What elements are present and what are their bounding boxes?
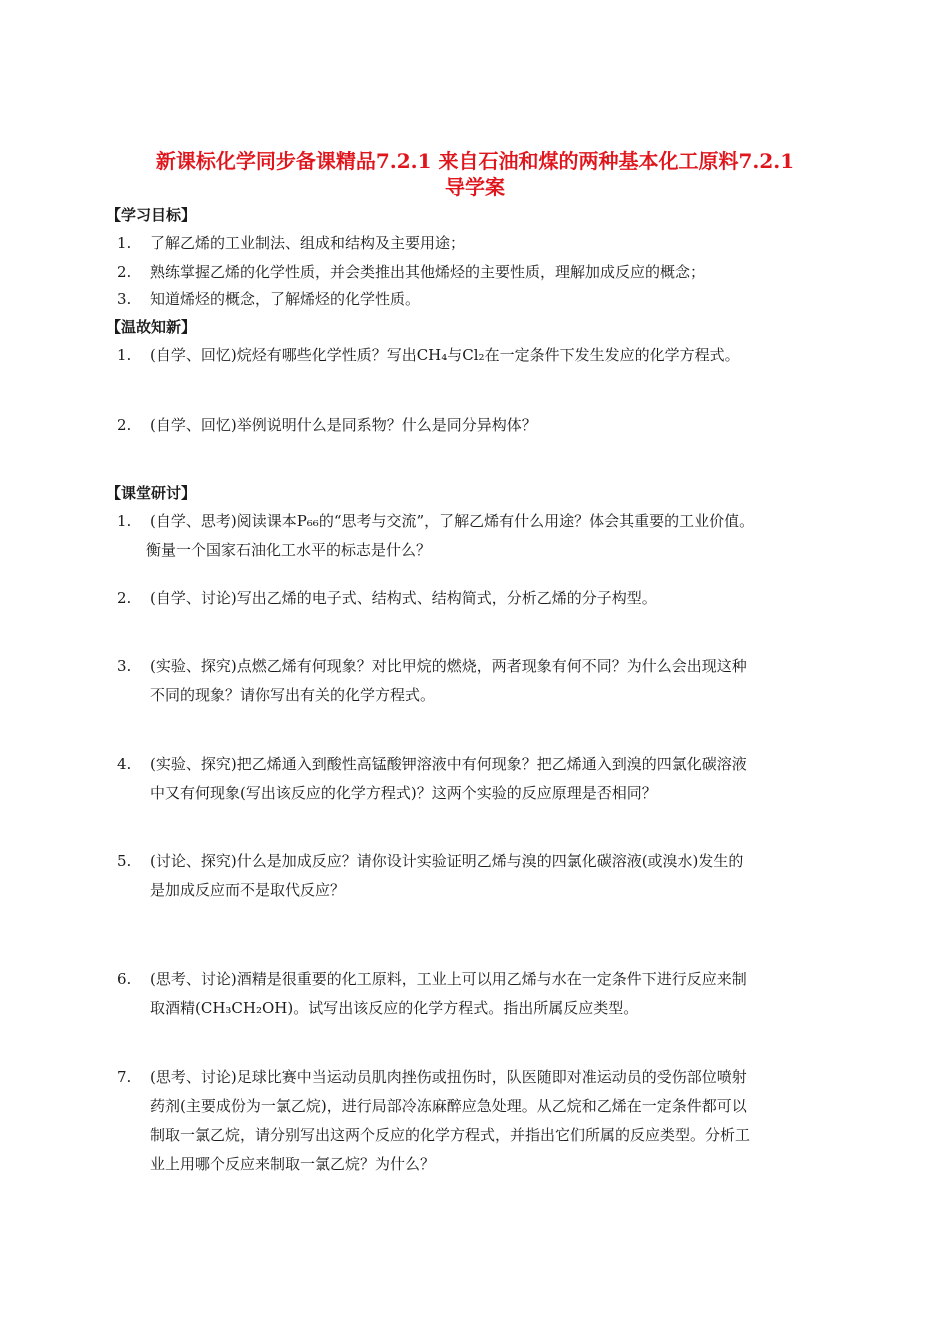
item-number: 2.	[117, 263, 132, 281]
item-number: 2.	[117, 589, 132, 607]
item-number: 5.	[117, 852, 132, 870]
item-text-line: 业上用哪个反应来制取一氯乙烷？为什么？	[150, 1155, 436, 1173]
item-number: 1.	[117, 234, 132, 252]
item-text-line: (自学、讨论)写出乙烯的电子式、结构式、结构简式，分析乙烯的分子构型。	[150, 589, 657, 607]
item-number: 2.	[117, 416, 132, 434]
item-text: (自学、回忆)烷烃有哪些化学性质？写出CH₄与Cl₂在一定条件下发生发应的化学方程式。	[150, 346, 740, 364]
item-text-line: 制取一氯乙烷，请分别写出这两个反应的化学方程式，并指出它们所属的反应类型。分析工	[150, 1126, 751, 1144]
item-text-line: (思考、讨论)足球比赛中当运动员肌肉挫伤或扭伤时，队医随即对准运动员的受伤部位喷射	[150, 1068, 747, 1086]
item-text-line: 药剂(主要成份为一氯乙烷)，进行局部冷冻麻醉应急处理。从乙烷和乙烯在一定条件都可以	[150, 1097, 747, 1115]
item-text-line: 中又有何现象(写出该反应的化学方程式)？这两个实验的反应原理是否相同？	[150, 784, 657, 802]
item-number: 4.	[117, 755, 132, 773]
item-number: 3.	[117, 657, 132, 675]
item-number: 7.	[117, 1068, 132, 1086]
item-text-line: (思考、讨论)酒精是很重要的化工原料，工业上可以用乙烯与水在一定条件下进行反应来制	[150, 970, 747, 988]
section-heading-objectives: 【学习目标】	[106, 206, 197, 224]
document-title-line1: 新课标化学同步备课精品7.2.1 来自石油和煤的两种基本化工原料7.2.1	[155, 149, 795, 173]
section-heading-classroom: 【课堂研讨】	[106, 484, 197, 502]
item-text-line: (讨论、探究)什么是加成反应？请你设计实验证明乙烯与溴的四氯化碳溶液(或溴水)发生的	[150, 852, 744, 870]
item-text: 了解乙烯的工业制法、组成和结构及主要用途；	[150, 234, 466, 252]
item-text-line: (实验、探究)点燃乙烯有何现象？对比甲烷的燃烧，两者现象有何不同？为什么会出现这种	[150, 657, 747, 675]
item-number: 6.	[117, 970, 132, 988]
section-heading-review: 【温故知新】	[106, 318, 197, 336]
item-text-line: 不同的现象？请你写出有关的化学方程式。	[150, 686, 436, 704]
item-number: 1.	[117, 512, 132, 530]
item-text: (自学、回忆)举例说明什么是同系物？什么是同分异构体？	[150, 416, 537, 434]
item-text-line: 衡量一个国家石油化工水平的标志是什么？	[146, 541, 432, 559]
item-number: 1.	[117, 346, 132, 364]
document-title-line2: 导学案	[445, 175, 505, 199]
item-number: 3.	[117, 290, 132, 308]
item-text-line: (自学、思考)阅读课本P₆₆的“思考与交流”，了解乙烯有什么用途？体会其重要的工业价值。	[150, 512, 755, 530]
item-text: 知道烯烃的概念，了解烯烃的化学性质。	[150, 290, 421, 308]
item-text-line: 是加成反应而不是取代反应？	[150, 881, 346, 899]
item-text-line: (实验、探究)把乙烯通入到酸性高锰酸钾溶液中有何现象？把乙烯通入到溴的四氯化碳溶液	[150, 755, 747, 773]
item-text-line: 取酒精(CH₃CH₂OH)。试写出该反应的化学方程式。指出所属反应类型。	[150, 999, 639, 1017]
item-text: 熟练掌握乙烯的化学性质，并会类推出其他烯烃的主要性质，理解加成反应的概念；	[150, 263, 706, 281]
